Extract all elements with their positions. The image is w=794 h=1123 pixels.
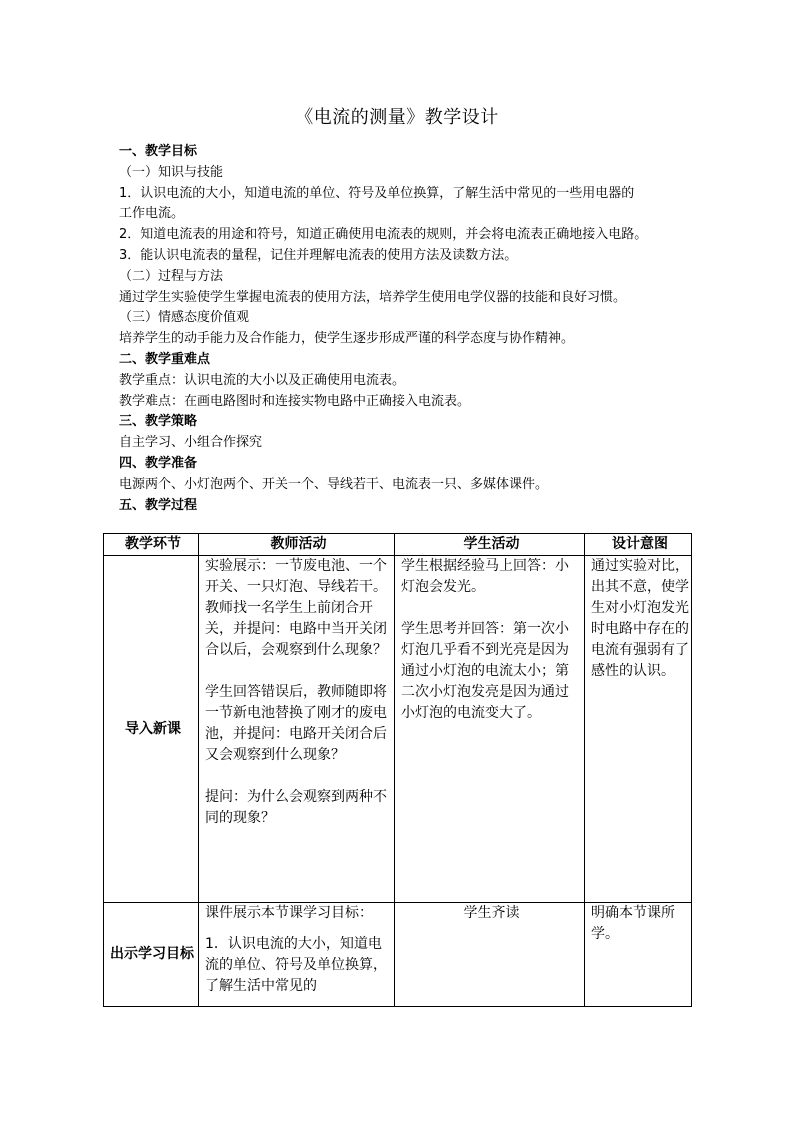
student-activity-cell: 学生齐读 — [395, 903, 585, 1007]
teacher-paragraph: 课件展示本节课学习目标： — [205, 905, 373, 921]
body-line: （一）知识与技能 — [119, 164, 224, 180]
body-line: 自主学习、小组合作探究 — [119, 435, 263, 451]
teacher-paragraph: 实验展示：一节废电池、一个开关、一只灯泡、导线若干。教师找一名学生上前闭合开关，并提问：电路中当开关闭合以后，会观察到什么现象？ — [205, 558, 387, 658]
purpose-cell: 明确本节课所学。 — [585, 903, 692, 1007]
purpose-cell: 通过实验对比，出其不意，使学生对小灯泡发光时电路中存在的电流有强弱有了感性的认识。 — [585, 556, 692, 903]
teacher-paragraph: 提问：为什么会观察到两种不同的现象？ — [205, 789, 387, 826]
body-line: 2．知道电流表的用途和符号，知道正确使用电流表的规则，并会将电流表正确地接入电路。 — [119, 227, 648, 243]
table-row — [104, 556, 692, 903]
student-paragraph: 学生根据经验马上回答：小灯泡会发光。 — [401, 558, 569, 595]
table-row — [104, 903, 692, 1007]
student-paragraph: 学生思考并回答：第一次小灯泡几乎看不到光亮是因为通过小灯泡的电流太小；第二次小灯泡发亮是因为通过小灯泡的电流变大了。 — [401, 621, 569, 721]
table-header-row — [104, 534, 692, 556]
body-line: 1．认识电流的大小，知道电流的单位、符号及单位换算，了解生活中常见的一些用电器的 — [119, 185, 635, 201]
body-line: 教学重点：认识电流的大小以及正确使用电流表。 — [119, 372, 406, 388]
header-purpose: 设计意图 — [585, 534, 692, 556]
document-title: 《电流的测量》教学设计 — [295, 107, 499, 128]
body-line: 通过学生实验使学生掌握电流表的使用方法，培养学生使用电学仪器的技能和良好习惯。 — [119, 289, 627, 305]
body-line: 3．能认识电流表的量程，记住并理解电流表的使用方法及读数方法。 — [119, 248, 518, 263]
body-line: 教学难点：在画电路图时和连接实物电路中正确接入电流表。 — [119, 393, 471, 409]
body-line: 培养学生的动手能力及合作能力，使学生逐步形成严谨的科学态度与协作精神。 — [119, 331, 575, 347]
section-heading: 三、教学策略 — [119, 414, 198, 430]
stage-cell: 导入新课 — [104, 556, 199, 903]
section-heading: 五、教学过程 — [119, 497, 198, 513]
student-activity-cell — [395, 556, 585, 903]
section-heading: 一、教学目标 — [119, 144, 198, 159]
teacher-paragraph: 1．认识电流的大小，知道电流的单位、符号及单位换算，了解生活中常见的 — [205, 936, 387, 994]
body-line: 电源两个、小灯泡两个、开关一个、导线若干、电流表一只、多媒体课件。 — [119, 476, 549, 492]
section-heading: 四、教学准备 — [119, 456, 198, 471]
stage-cell: 出示学习目标 — [104, 903, 199, 1007]
body-line: （二）过程与方法 — [119, 268, 224, 284]
teacher-activity-cell — [199, 556, 395, 903]
header-student: 学生活动 — [395, 534, 585, 556]
body-line: （三）情感态度价值观 — [119, 310, 250, 326]
body-line: 工作电流。 — [119, 206, 185, 222]
teacher-activity-cell — [199, 903, 395, 1007]
teacher-paragraph: 学生回答错误后，教师随即将一节新电池替换了刚才的废电池，并提问：电路开关闭合后又会观察到什么现象？ — [205, 684, 387, 763]
section-heading: 二、教学重难点 — [119, 352, 211, 367]
header-stage: 教学环节 — [104, 534, 199, 556]
header-teacher: 教师活动 — [199, 534, 395, 556]
teaching-process-table — [103, 533, 692, 1007]
